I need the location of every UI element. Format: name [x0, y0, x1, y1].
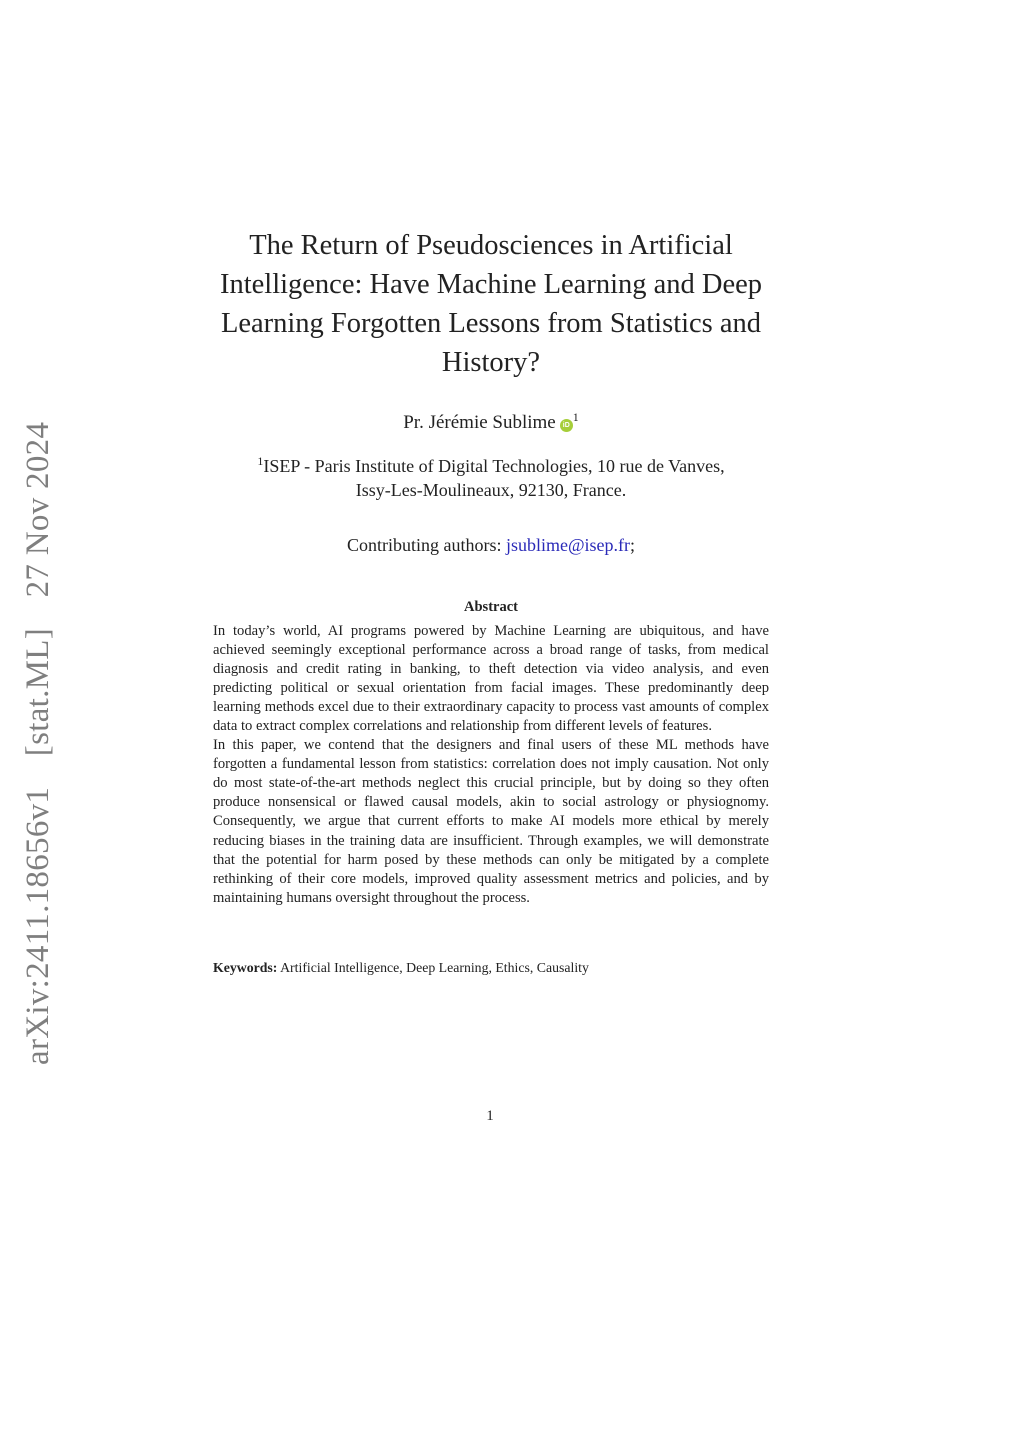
arxiv-date: 27 Nov 2024	[20, 421, 56, 598]
keywords	[213, 960, 769, 976]
orcid-icon[interactable]: iD	[560, 419, 573, 432]
abstract-heading: Abstract	[464, 599, 518, 615]
author-name: Pr. Jérémie Sublime	[403, 412, 556, 433]
affiliation	[200, 449, 782, 502]
paper-title	[200, 226, 782, 382]
abstract-body	[213, 622, 769, 908]
abstract-paragraph: In this paper, we contend that the designers and final users of these ML methods have forgotten a fundamental lesson from statistics: correlation does not imply causation. Not only do most state-of-the-art methods neglect this crucial principle, but by doing so they often produce nonsensical or flawed causal models, akin to social astrology or physiognomy. Consequently, we argue that current efforts to make AI models more ethical by merely reducing biases in the training data are insufficient. Through examples, we will demonstrate that the potential for harm posed by these methods can only be mitigated by a complete rethinking of their core models, improved quality assessment metrics and policies, and by maintaining humans oversight throughout the process.	[213, 737, 769, 906]
title-line: The Return of Pseudosciences in Artificial	[249, 230, 733, 261]
affiliation-mark: 1	[257, 454, 264, 468]
author-email-link[interactable]: jsublime@isep.fr	[505, 535, 631, 555]
contributing-authors	[200, 535, 782, 556]
arxiv-side-stamp	[20, 421, 57, 1065]
contributing-suffix: ;	[630, 535, 636, 555]
affiliation-line-2: Issy-Les-Moulineaux, 92130, France.	[355, 480, 627, 500]
title-line: Intelligence: Have Machine Learning and Deep	[219, 269, 763, 300]
author-line	[200, 410, 782, 434]
keywords-label: Keywords:	[213, 960, 278, 975]
affiliation-line-1: ISEP - Paris Institute of Digital Technologies, 10 rue de Vanves,	[263, 456, 725, 476]
arxiv-category: [stat.ML]	[20, 627, 56, 757]
title-line: Learning Forgotten Lessons from Statistics and	[220, 308, 762, 339]
author-affiliation-mark: 1	[572, 410, 579, 424]
abstract-paragraph: In today’s world, AI programs powered by Machine Learning are ubiquitous, and have achieved seemingly exceptional performance across a broad range of tasks, from medical diagnosis and credit rating in banking, to theft detection via video analysis, and even predicting political or sexual orientation from facial images. These predominantly deep learning methods excel due to their extraordinary capacity to process vast amounts of complex data to extract complex correlations and relationship from different levels of features.	[213, 623, 769, 735]
contributing-label: Contributing authors:	[346, 535, 502, 555]
keywords-value: Artificial Intelligence, Deep Learning, Ethics, Causality	[280, 960, 589, 975]
page-number: 1	[486, 1108, 494, 1124]
title-line: History?	[441, 347, 541, 378]
arxiv-id: arXiv:2411.18656v1	[20, 786, 56, 1065]
